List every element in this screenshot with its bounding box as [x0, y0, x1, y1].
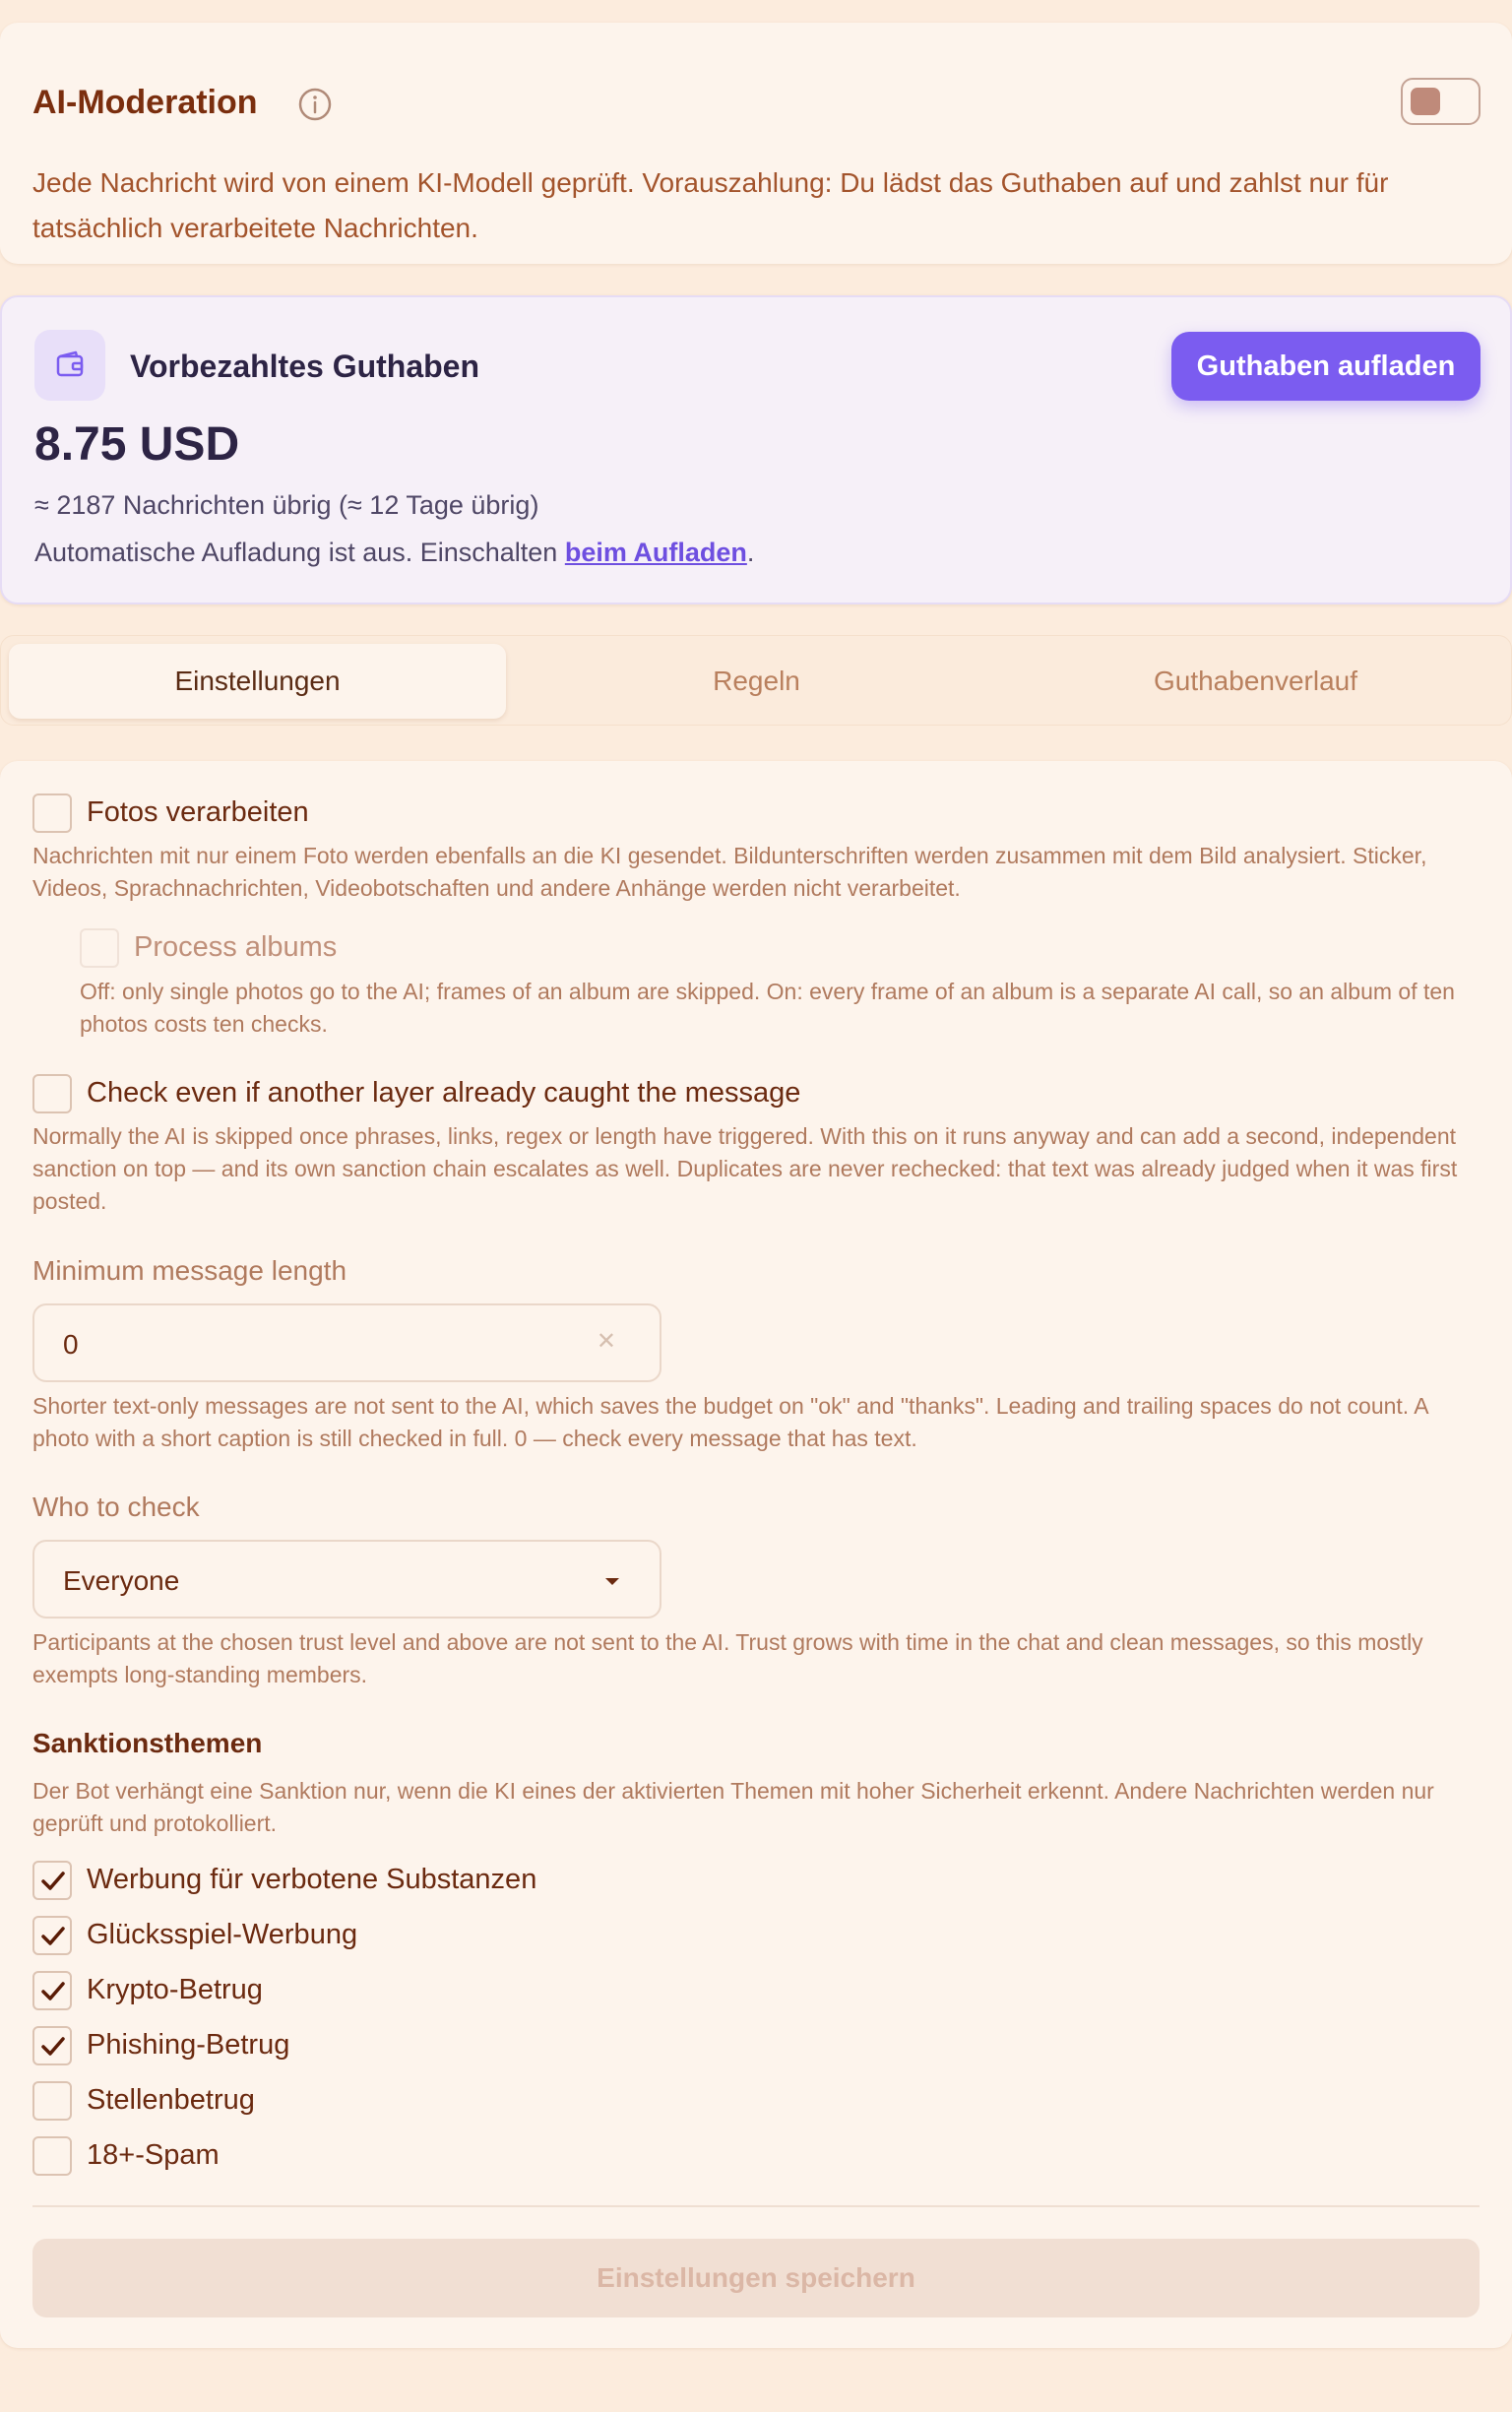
topic-checkbox[interactable]: [32, 2136, 72, 2176]
ai-moderation-card: [0, 23, 1512, 264]
topic-label: Krypto-Betrug: [87, 1974, 263, 2005]
tab-regeln[interactable]: Regeln: [713, 666, 800, 696]
clear-icon[interactable]: ✕: [596, 1328, 616, 1355]
wallet-icon: [54, 349, 86, 381]
ai-moderation-description: Jede Nachricht wird von einem KI-Modell geprüft. Vorauszahlung: Du lädst das Guthaben auf und zahlst nur für tatsächlich verarbeitete Nachrichten.: [32, 167, 1389, 243]
settings-card: [0, 761, 1512, 2348]
auto-topup-info: [34, 538, 754, 568]
check-even-checkbox[interactable]: [32, 1074, 72, 1113]
topics-help: Der Bot verhängt eine Sanktion nur, wenn die KI eines der aktivierten Themen mit hoher Sicherheit erkennt. Andere Nachrichten werden nur geprüft und protokolliert.: [32, 1778, 1434, 1836]
topic-label: 18+-Spam: [87, 2139, 220, 2171]
who-to-check-select[interactable]: [32, 1540, 662, 1619]
min-length-value: 0: [63, 1329, 79, 1360]
balance-card: [0, 295, 1512, 604]
ai-moderation-toggle[interactable]: [1401, 78, 1480, 125]
albums-checkbox[interactable]: [80, 928, 119, 968]
balance-amount: 8.75 USD: [34, 418, 240, 471]
photos-checkbox[interactable]: [32, 793, 72, 833]
balance-remaining: ≈ 2187 Nachrichten übrig (≈ 12 Tage übrig): [34, 490, 539, 520]
tab-einstellungen[interactable]: Einstellungen: [9, 644, 506, 719]
who-to-check-value: Everyone: [63, 1565, 180, 1596]
topic-label: Phishing-Betrug: [87, 2029, 290, 2061]
checkmark-icon: [40, 1980, 66, 2003]
min-length-input[interactable]: [32, 1303, 662, 1382]
wallet-icon-box: [34, 330, 105, 401]
topic-checkbox[interactable]: [32, 2081, 72, 2121]
tab-bar: [0, 635, 1512, 726]
caret-down-icon: [604, 1577, 620, 1587]
auto-topup-link[interactable]: beim Aufladen: [564, 538, 747, 567]
topup-button[interactable]: Guthaben aufladen: [1171, 332, 1480, 401]
min-length-help: Shorter text-only messages are not sent to the AI, which saves the budget on "ok" and "thanks". Leading and trailing spaces do not count. A photo with a short caption is still checked in full. 0 — check every message that has text.: [32, 1393, 1428, 1451]
topics-title: Sanktionsthemen: [32, 1728, 263, 1758]
auto-topup-text: Automatische Aufladung ist aus. Einschalten: [34, 538, 565, 567]
topic-checkbox[interactable]: [32, 2026, 72, 2065]
albums-label: Process albums: [134, 931, 338, 963]
check-even-label: Check even if another layer already caught the message: [87, 1077, 801, 1109]
photos-label: Fotos verarbeiten: [87, 796, 309, 828]
divider: [32, 2205, 1480, 2207]
who-to-check-label: Who to check: [32, 1492, 200, 1522]
topic-checkbox[interactable]: [32, 1916, 72, 1955]
topic-label: Werbung für verbotene Substanzen: [87, 1864, 537, 1895]
auto-topup-suffix: .: [746, 538, 755, 567]
save-settings-button[interactable]: Einstellungen speichern: [32, 2239, 1480, 2317]
checkmark-icon: [40, 1925, 66, 1948]
who-to-check-help: Participants at the chosen trust level and above are not sent to the AI. Trust grows with time in the chat and clean messages, so this mostly exempts long-standing members.: [32, 1629, 1423, 1687]
ai-moderation-title: AI-Moderation: [32, 84, 258, 121]
checkmark-icon: [40, 2035, 66, 2059]
toggle-knob: [1411, 88, 1440, 115]
checkmark-icon: [40, 1870, 66, 1893]
topic-label: Glücksspiel-Werbung: [87, 1919, 358, 1950]
tab-guthabenverlauf[interactable]: Guthabenverlauf: [1153, 666, 1358, 696]
topic-label: Stellenbetrug: [87, 2084, 255, 2116]
check-even-help: Normally the AI is skipped once phrases, links, regex or length have triggered. With this on it runs anyway and can add a second, independent sanction on top — and its own sanction chain escalates as well. Duplicates are never rechecked: that text was already judged when it was first posted.: [32, 1123, 1458, 1214]
topic-checkbox[interactable]: [32, 1971, 72, 2010]
info-icon[interactable]: [297, 87, 333, 122]
albums-help: Off: only single photos go to the AI; frames of an album are skipped. On: every frame of an album is a separate AI call, so an album of ten photos costs ten checks.: [80, 979, 1455, 1037]
photos-help: Nachrichten mit nur einem Foto werden ebenfalls an die KI gesendet. Bildunterschriften werden zusammen mit dem Bild analysiert. Sticker, Videos, Sprachnachrichten, Videobotschaften und andere Anhänge werden nicht verarbeitet.: [32, 843, 1427, 901]
balance-title: Vorbezahltes Guthaben: [130, 349, 480, 384]
topic-checkbox[interactable]: [32, 1861, 72, 1900]
min-length-label: Minimum message length: [32, 1255, 347, 1286]
